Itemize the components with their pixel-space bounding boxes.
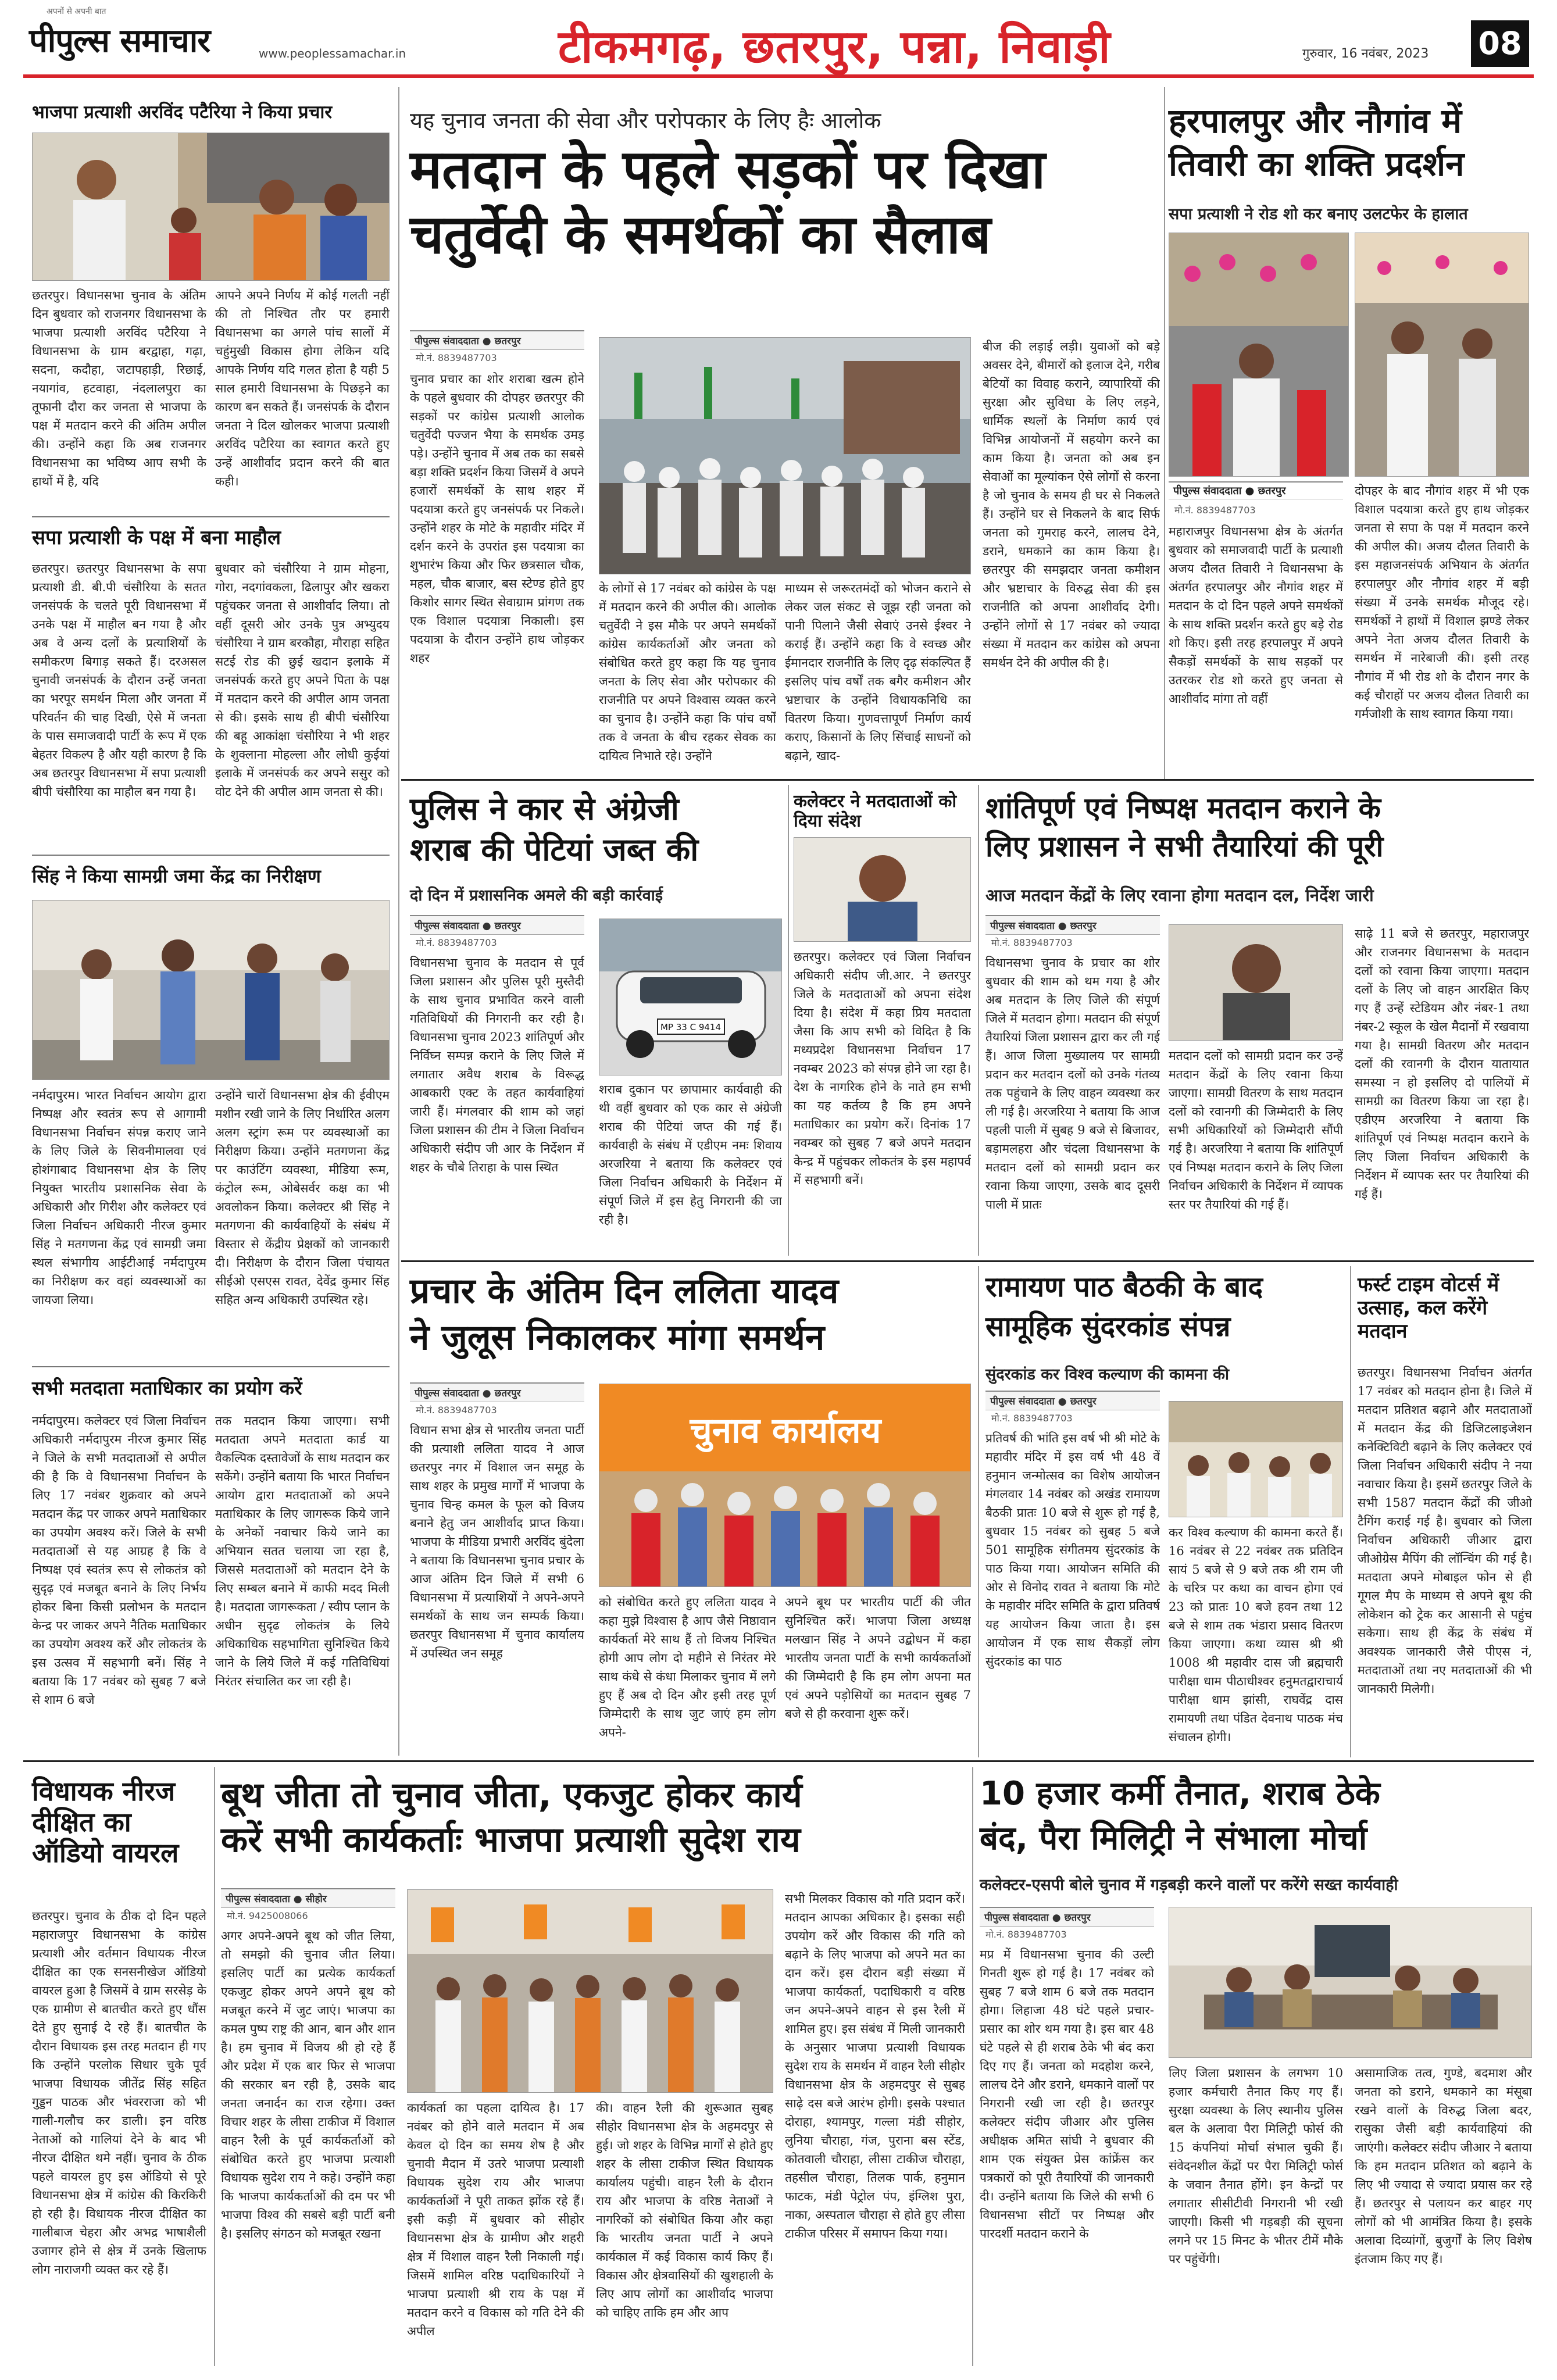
- s1-divider: [32, 516, 390, 517]
- lalita-rule: [978, 1266, 979, 1757]
- police-subhead: दो दिन में प्रशासनिक अमले की बड़ी कार्रवाई: [410, 887, 663, 905]
- s4-body-col1: नर्मदापुरम। कलेक्टर एवं जिला निर्वाचन अधिकारी नर्मदापुरम नीरज कुमार सिंह ने जिले के सभी मतदाताओं से अपील की है कि वे विधानसभा निर्वाचन के लिए 17 नवंबर शुक्रवार को अपने मतदान केंद्र पर जाकर अपने मताधिकार का उपयोग अवश्य करें। जिले के सभी मतदाताओं से यह आग्रह है कि वे निष्पक्ष एवं स्वतंत्र रूप से लोकतंत्र को सुदृढ़ एवं मजबूत बनाने के लिए निर्भय होकर बिना किसी प्रलोभन के मतदान केन्द्र पर जाकर अपने नैतिक मताधिकार का उपयोग अवश्य करें और लोकतंत्र के इस उत्सव में सहभागी बनें। सिंह ने बताया कि 17 नवंबर को सुबह 7 बजे से शाम 6 बजे: [32, 1414, 206, 1707]
- lead-kicker: यह चुनाव जनता की सेवा और परोपकार के लिए हैः आलोक: [410, 108, 881, 133]
- lalita-body-col3: अपने बूथ पर भारतीय पार्टी की जीत सुनिश्चित करें। भाजपा जिला अध्यक्ष मलखान सिंह ने अपने उद्बोधन में कहा भारतीय जनता पार्टी के सभी कार्यकर्ताओं की जिम्मेदारी है कि हम लोग अपना मत एवं अपने पड़ोसियों का मतदान सुबह 7 बजे से ही करवाना शुरू करें।: [785, 1595, 971, 1721]
- army-body-col1: मप्र में विधानसभा चुनाव की उल्टी गिनती शुरू हो गई है। 17 नवंबर को सुबह 7 बजे शाम 6 बजे तक मतदान होगा। लिहाजा 48 घंटे पहले प्रचार-प्रसार का शोर थम गया है। इस बार 48 घंटे पहले से ही शराब ठेके भी बंद करा दिए गए हैं। जनता को मदहोश करने, लालच देने और डराने, धमकाने वालों पर निगरानी रखी जा रही है। छतरपुर कलेक्टर संदीप जीआर और पुलिस अधीक्षक अमित सांघी ने बुधवार की शाम एक संयुक्त प्रेस कांफ्रेंस कर पत्रकारों को पूरी तैयारियों की जानकारी दी। उन्होंने बताया कि जिले की सभी 6 विधानसभा सीटों पर निष्पक्ष और पारदर्शी मतदान कराने के: [980, 1947, 1154, 2240]
- booth-headline-1: बूथ जीता तो चुनाव जीता, एकजुट होकर कार्य: [221, 1775, 802, 1816]
- campaign-photo-image: [33, 133, 390, 281]
- peace-headline-2: लिए प्रशासन ने सभी तैयारियां की पूरी: [985, 830, 1384, 863]
- hp-headline-2: तिवारी का शक्ति प्रदर्शन: [1169, 144, 1465, 184]
- booth-body-col1: अगर अपने-अपने बूथ को जीत लिया, तो समझो की चुनाव जीत लिया। इसलिए पार्टी का प्रत्येक कार्यकर्ता एकजुट होकर अपने अपने बूथ को मजबूत करने में जुट जाएं। भाजपा का कमल पुष्प राष्ट्र की आन, बान और शान है। हम चुनाव में विजय श्री हो रहे हैं और प्रदेश में एक बार फिर से भाजपा की सरकार बन रही है, उसके बाद जनता जनार्दन का राज रहेगा। उक्त विचार शहर के लीसा टाकीज में विशाल वाहन रैली के पूर्व कार्यकर्ताओं को संबोधित करते हुए भाजपा प्रत्याशी विधायक सुदेश राय ने कहे। उन्होंने कहा कि भाजपा कार्यकर्ताओं की दम पर भी भाजपा विश्व की सबसे बड़ी पार्टी बनी है। इसलिए संगठन को मजबूत रखना: [221, 1929, 395, 2240]
- s1-headline: भाजपा प्रत्याशी अरविंद पटैरिया ने किया प्रचार: [32, 102, 333, 123]
- booth-rule: [972, 1767, 973, 2366]
- ramayan-subhead: सुंदरकांड कर विश्व कल्याण की कामना की: [985, 1366, 1230, 1384]
- army-photo: [1169, 1907, 1532, 2058]
- ramayan-mobile: मो.नं. 8839487703: [991, 1413, 1073, 1424]
- vehicle-rally-photo-image: [408, 1890, 773, 2093]
- s3-photo: [32, 900, 390, 1080]
- s3-headline: सिंह ने किया सामग्री जमा केंद्र का निरीक्षण: [32, 865, 321, 887]
- police-headline-2: शराब की पेटियां जब्त की: [410, 831, 699, 868]
- firsttime-headline: फर्स्ट टाइम वोटर्स में उत्साह, कल करेंगे मतदान: [1358, 1273, 1499, 1343]
- army-subhead: कलेक्टर-एसपी बोले चुनाव में गड़बड़ी करने वालों पर करेंगे सख्त कार्यवाही: [980, 1876, 1398, 1894]
- website-url: www.peoplessamachar.in: [259, 47, 406, 60]
- lalita-body-col1: विधान सभा क्षेत्र से भारतीय जनता पार्टी की प्रत्याशी ललिता यादव ने आज छतरपुर नगर में विशाल जन समूह के साथ शहर के प्रमुख मार्गों में भाजपा के चुनाव चिन्ह कमल के फूल को विजय बनाने हेतु जन आशीर्वाद प्राप्त किया। भाजपा के मीडिया प्रभारी अरविंद बुंदेला ने बताया कि विधानसभा चुनाव प्रचार के आज अंतिम दिन जिले में सभी 6 विधानसभा में प्रत्याशियों ने अपने-अपने समर्थकों के साथ जन सम्पर्क किया। छतरपुर विधानसभा में चुनाव कार्यालय में उपस्थित जन समूह: [410, 1423, 584, 1660]
- lead-byline: पीपुल्स संवाददाता ● छतरपुर: [410, 330, 584, 350]
- police-headline-1: पुलिस ने कार से अंग्रेजी: [410, 791, 679, 827]
- lalita-photo: [599, 1384, 971, 1587]
- hp-photo-1: [1169, 233, 1349, 477]
- army-headline-1: 10 हजार कर्मी तैनात, शराब ठेके: [980, 1775, 1380, 1813]
- official-portrait-image: [1169, 925, 1343, 1041]
- ramayan-rule: [1350, 1266, 1351, 1757]
- brand-tagline: अपनों से अपनी बात: [47, 7, 106, 16]
- booth-body-col2: कार्यकर्ता का पहला दायित्व है। 17 नवंबर को होने वाले मतदान में अब केवल दो दिन का समय शेष है और चुनावी मैदान में उतरे भाजपा प्रत्याशी विधायक सुदेश राय और भाजपा कार्यकर्ताओं ने पूरी ताकत झोंक रहे हैं। इसी कड़ी में बुधवार को सीहोर विधानसभा क्षेत्र के ग्रामीण और शहरी क्षेत्र में विशाल वाहन रैली निकाली गई। जिसमें शामिल वरिष्ठ पदाधिकारियों ने भाजपा प्रत्याशी श्री राय के पक्ष में मतदान करने व विकास को गति देने की अपील: [407, 2101, 584, 2338]
- booth-byline: पीपुल्स संवाददाता ● सीहोर: [221, 1888, 395, 1908]
- peace-headline-1: शांतिपूर्ण एवं निष्पक्ष मतदान कराने के: [985, 791, 1381, 825]
- army-mobile: मो.नं. 8839487703: [985, 1929, 1067, 1940]
- s1-photo: [32, 133, 390, 281]
- car-photo-image: [599, 919, 782, 1075]
- police-byline: पीपुल्स संवाददाता ● छतरपुर: [410, 915, 584, 935]
- left-col-rule: [398, 87, 399, 1756]
- sundarkand-photo-image: [1169, 1402, 1343, 1517]
- booth-photo: [407, 1889, 773, 2093]
- peace-subhead: आज मतदान केंद्रों के लिए रवाना होगा मतदान दल, निर्देश जारी: [985, 885, 1374, 905]
- police-body-col2: शराब दुकान पर छापामार कार्यवाही की थी वहीं बुधवार को एक कार से अंग्रेजी शराब की पेटियां जप्त की गई हैं। कार्यवाही के संबंध में एडीएम नमः शिवाय अरजरिया ने बताया कि कलेक्टर एवं जिला निर्वाचन अधिकारी के निर्देशन में संपूर्ण जिले में इस हेतु निगरानी की जा रही है।: [599, 1082, 782, 1227]
- ramayan-body-col1: प्रतिवर्ष की भांति इस वर्ष भी श्री मोटे के महावीर मंदिर में इस वर्ष भी 48 वें हनुमान जन्मोत्सव का विशेष आयोजन मंगलवार 14 नवंबर को अखंड रामायण बैठकी प्रातः 10 बजे से शुरू हो गई है, बुधवार 15 नवंबर को सुबह 5 बजे 501 सामूहिक संगीतमय सुंदरकांड के पाठ किया गया। आयोजन समिति की ओर से विनोद रावत ने बताया कि मोटे के महावीर मंदिर समिति के द्वारा प्रतिवर्ष यह आयोजन किया जाता है। इस आयोजन में एक साथ सैकड़ों लोग सुंदरकांड का पाठ: [985, 1431, 1160, 1668]
- booth-headline-2: करें सभी कार्यकर्ताः भाजपा प्रत्याशी सुदेश राय: [221, 1820, 801, 1860]
- firsttime-body: छतरपुर। विधानसभा निर्वाचन अंतर्गत 17 नवंबर को मतदान होना है। जिले में मतदान प्रतिशत बढ़ाने और मतदाताओं में मतदान केंद्र की डिजिटलाइजेशन कनेक्टिविटी बढ़ाने के लिए कलेक्टर एवं जिला निर्वाचन अधिकारी संदीप ने नया नवाचार किया है। इसमें छतरपुर जिले के सभी 1587 मतदान केंद्रों की जीओ टैगिंग कराई गई है। बुधवार को जिला निर्वाचन अधिकारी जीआर द्वारा जीओग्रेस मैपिंग की लॉन्चिंग की गई है। मतदाता अपने मोबाइल फोन से ही गूगल मैप के माध्यम से अपने बूथ की लोकेशन को ट्रेक कर आसानी से पहुंच सकेगा। साथ ही केंद्र के संबंध में अवश्यक जानकारी जैसे पीएस नं, मतदाताओं तथा नए मतदाताओं की भी जानकारी मिलेगी।: [1358, 1366, 1532, 1696]
- s1-body-col1: छतरपुर। विधानसभा चुनाव के अंतिम दिन बुधवार को राजनगर विधानसभा के भाजपा प्रत्याशी अरविंद पटैरिया ने विधानसभा के ग्राम बरद्वाहा, गढ़ा, सदना, कदौहा, जटापहाड़ी, रिछाई, नयागांव, हटवाहा, नंदलालपुरा का तूफानी दौरा कर जनता से भाजपा के पक्ष में मतदान करने की अंतिम अपील की। उन्होंने कहा कि अब राजनगर विधानसभा का भविष्य आप सभी के हाथों में है, यदि: [32, 288, 206, 488]
- region-title: टीकमगढ़, छतरपुर, पन्ना, निवाड़ी: [558, 21, 1111, 73]
- lead-right-rule: [1164, 87, 1165, 779]
- s4-divider: [23, 1760, 1534, 1762]
- peace-body-col1: विधानसभा चुनाव के प्रचार का शोर बुधवार की शाम को थम गया है और अब मतदान के लिए जिले की संपूर्ण जिले में मतदान होगा। मतदान की संपूर्ण तैयारियां जिला प्रशासन द्वारा कर ली गई हैं। आज जिला मुख्यालय पर सामग्री प्रदान कर मतदान दलों को उनके गंतव्य तक पहुंचाने के लिए वाहन व्यवस्था कर ली गई है। अरजरिया ने बताया कि आज पहली पाली में सुबह 9 बजे से बिजावर, बड़ामलहरा और चंदला विधानसभा के मतदान दलों को सामग्री प्रदान कर रवाना किया जाएगा, उसके बाद दूसरी पाली में प्रातः: [985, 956, 1160, 1212]
- lalita-byline: पीपुल्स संवाददाता ● छतरपुर: [410, 1382, 584, 1402]
- lead-photo: [599, 337, 971, 574]
- collector-portrait-image: [794, 838, 971, 942]
- police-mobile: मो.नं. 8839487703: [416, 937, 497, 948]
- s1-body-col2: आपने अपने निर्णय में कोई गलती नहीं की तो निश्चित तौर पर हमारी विधानसभा का अगले पांच सालों में चहुंमुखी विकास होगा लेकिन यदि आपके निर्णय यदि गलत होता है यही 5 साल हमारी विधानसभा के पिछड़ने का कारण बन सकते हैं। जनसंपर्क के दौरान जनता ने दिल खोलकर भाजपा प्रत्याशी अरविंद पटैरिया का स्वागत करते हुए उन्हें आशीर्वाद प्रदान करने की बात कही।: [215, 288, 390, 488]
- collector-rule: [978, 785, 979, 1256]
- lalita-headline-1: प्रचार के अंतिम दिन ललिता यादव: [410, 1271, 839, 1311]
- hp-byline: पीपुल्स संवाददाता ● छतरपुर: [1169, 481, 1343, 499]
- roadshow-photo-2-image: [1355, 233, 1529, 477]
- s3-divider: [32, 1366, 390, 1367]
- election-office-photo-image: [599, 1384, 971, 1587]
- ramayan-photo: [1169, 1401, 1343, 1517]
- booth-mobile: मो.नं. 9425008066: [227, 1910, 308, 1921]
- s5-headline: विधायक नीरज दीक्षित का ऑडियो वायरल: [32, 1775, 179, 1868]
- lalita-mobile: मो.नं. 8839487703: [416, 1405, 497, 1416]
- peace-body-col2: मतदान दलों को सामग्री प्रदान कर उन्हें मतदान केंद्रों के लिए रवाना किया जाएगा। सामग्री वितरण के साथ मतदान दलों को रवानगी की जिम्मेदारी के लिए सभी अधिकारियों को जिम्मेदारी सौंपी गई है। अरजरिया ने बताया कि शांतिपूर्ण एवं निष्पक्ष मतदान कराने के लिए जिला निर्वाचन अधिकारी के निर्देशन में व्यापक स्तर पर तैयारियां की गई हैं।: [1169, 1049, 1343, 1212]
- police-rule: [788, 785, 789, 1256]
- lead-divider: [401, 779, 1534, 781]
- hp-photo-2: [1355, 233, 1529, 477]
- lead-headline-2: चतुर्वेदी के समर्थकों का सैलाब: [410, 203, 991, 266]
- hp-headline-1: हरपालपुर और नौगांव में: [1169, 101, 1462, 141]
- peace-mobile: मो.नं. 8839487703: [991, 937, 1073, 948]
- ramayan-headline-2: सामूहिक सुंदरकांड संपन्न: [985, 1310, 1231, 1343]
- s2-body-col1: छतरपुर। छतरपुर विधानसभा के सपा प्रत्याशी डी. बी.पी चंसौरिया के सतत जनसंपर्क के चलते पूरी विधानसभा में उनके पक्ष में माहौल बन गया है और अब वे अन्य दलों के प्रत्याशियों के समीकरण बिगाड़ सकते हैं। दरअसल चुनावी जनसंपर्क के दौरान उन्हें जनता का भरपूर समर्थन मिला और जनता में परिवर्तन की चाह दिखी, ऐसे में जनता के पास समाजवादी पार्टी के रूप में एक बेहतर विकल्प है और यही कारण है कि अब छतरपुर विधानसभा में सपा प्रत्याशी बीपी चंसौरिया का माहौल बन गया है।: [32, 562, 206, 799]
- lalita-body-col2: को संबोधित करते हुए ललिता यादव ने कहा मुझे विश्वास है आप जैसे निष्ठावान कार्यकर्ता मेरे साथ हैं तो विजय निश्चित होगी आप लोग दो महीने से निरंतर मेरे साथ कंधे से कंधा मिलाकर चुनाव में लगे हुए हैं अब दो दिन और इसी तरह पूर्ण जिम्मेदारी के साथ जुट जाएं हम लोग अपने-: [599, 1595, 776, 1739]
- issue-date: गुरुवार, 16 नवंबर, 2023: [1302, 47, 1429, 61]
- s3-body-col1: नर्मदापुरम। भारत निर्वाचन आयोग द्वारा निष्पक्ष और स्वतंत्र रूप से आगामी विधानसभा निर्वाचन संपन्न कराए जाने के लिए जिले के सिवनीमालवा एवं होशंगाबाद विधानसभा क्षेत्र के लिए नियुक्त भारतीय प्रशासनिक सेवा के अधिकारी और गिरीश और कलेक्टर एवं जिला निर्वाचन अधिकारी नीरज कुमार सिंह ने मतगणना केंद्र एवं सामग्री जमा स्थल संभागीय आईटीआई नर्मदापुरम का निरीक्षण कर वहां व्यवस्थाओं का जायजा लिया।: [32, 1088, 206, 1307]
- masthead: [0, 0, 1557, 76]
- rally-photo-image: [599, 338, 971, 574]
- mid-divider: [401, 1260, 1534, 1262]
- s2-divider: [32, 855, 390, 856]
- inspection-photo-image: [33, 900, 390, 1080]
- booth-body-col3: की। वाहन रैली की शुरूआत सुबह सीहोर विधानसभा क्षेत्र के अहमदपुर से हुई। जो शहर के विभिन्न मार्गों से होते हुए शहर के लीसा टाकीज स्थित विधायक कार्यालय पहुंची। वाहन रैली के दौरान राय और भाजपा के वरिष्ठ नेताओं ने नागरिकों को संबोधित किया और कहा कि भारतीय जनता पार्टी ने अपने कार्यकाल में कई विकास कार्य किए हैं। विकास और क्षेत्रवासियों की खुशहाली के लिए आप लोगों का आशीर्वाद भाजपा को चाहिए ताकि हम और आप: [596, 2101, 773, 2320]
- hp-subhead: सपा प्रत्याशी ने रोड शो कर बनाए उलटफेर के हालात: [1169, 205, 1468, 223]
- army-body-col3: असामाजिक तत्व, गुण्डे, बदमाश और जनता को डराने, धमकाने का मंसूबा रखने वालों के विरुद्ध जिला बदर, रासुका जैसी बड़ी कार्यवाहियां की जाएंगी। कलेक्टर संदीप जीआर ने बताया कि हम मतदान प्रतिशत को बढ़ाने के लिए भी ज्यादा से ज्यादा प्रयास कर रहे हैं। छतरपुर से पलायन कर बाहर गए लोगों को भी आमंत्रित किया है। इसके अलावा दिव्यांगों, बुजुर्गों के लिए विशेष इंतजाम किए गए हैं।: [1355, 2066, 1532, 2266]
- brand-logo: पीपुल्स समाचार: [29, 22, 210, 60]
- lead-body-col1: चुनाव प्रचार का शोर शराबा खत्म होने के पहले बुधवार की दोपहर छतरपुर की सड़कों पर कांग्रेस प्रत्याशी आलोक चतुर्वेदी पज्जन भैया के समर्थक उमड़ पड़े। उन्होंने चुनाव में अब तक का सबसे बड़ा शक्ति प्रदर्शन किया जिसमें वे अपने हजारों समर्थकों के साथ शहर में पदयात्रा करते हुए जनसंपर्क पर निकले। उन्होंने शहर के मोटे के महावीर मंदिर में दर्शन करने के उपरांत इस पदयात्रा का शुभारंभ किया और फिर छत्रसाल चौक, महल, चौक बाजार, बस स्टेण्ड होते हुए किशोर सागर स्थित सेवाग्राम प्रांगण तक एक विशाल पदयात्रा निकाली। इस पदयात्रा के दौरान उन्होंने हाथ जोड़कर शहर: [410, 372, 584, 665]
- s5-body: छतरपुर। चुनाव के ठीक दो दिन पहले महाराजपुर विधानसभा के कांग्रेस प्रत्याशी और वर्तमान विधायक नीरज दीक्षित का एक सनसनीखेज ऑडियो वायरल हुआ है जिसमें वे ग्राम सरसेड़ के एक ग्रामीण से बातचीत करते हुए धौंस देते हुए सुनाई दे रहे हैं। बातचीत के दौरान विधायक इस तरह मतदान ही गए कि उन्होंने परलोक सिधार चुके पूर्व भाजपा विधायक जीतेंद्र सिंह सहित गुड्डन पाठक और भंवरराजा को भी गाली-गलौच कर डाली। इन वरिष्ठ नेताओं को गालियां देने के बाद भी नीरज दीक्षित थमे नहीं। चुनाव के ठीक पहले वायरल हुए इस ऑडियो से पूरे विधानसभा क्षेत्र में कांग्रेस की किरकिरी हो रही है। विधायक नीरज दीक्षित का गालीबाज चेहरा और अभद्र भाषाशैली उजागर होने से क्षेत्र में उनके खिलाफ लोग नाराजगी व्यक्त कर रहे हैं।: [32, 1909, 206, 2277]
- masthead-rule: [23, 74, 1534, 78]
- lalita-headline-2: ने जुलूस निकालकर मांगा समर्थन: [410, 1317, 825, 1358]
- hp-body-col1: महाराजपुर विधानसभा क्षेत्र के अंतर्गत बुधवार को समाजवादी पार्टी के प्रत्याशी अजय दौलत तिवारी ने विधानसभा के अंतर्गत हरपालपुर और नौगांव शहर में मतदान के दो दिन पहले अपने समर्थकों के साथ शक्ति प्रदर्शन करते हुए बड़े रोड शो किए। इसी तरह हरपालपुर में अपने सैकड़ों समर्थकों के साथ सड़कों पर उतरकर रोड शो करते हुए जनता से आशीर्वाद मांगा तो वहीं: [1169, 524, 1343, 706]
- police-photo: [599, 919, 782, 1075]
- press-conference-photo-image: [1169, 1907, 1532, 2058]
- hp-body-col2: दोपहर के बाद नौगांव शहर में भी एक विशाल पदयात्रा करते हुए हाथ जोड़कर जनता से सपा के पक्ष में मतदान करने की अपील की। अजय दौलत तिवारी के इस महाजनसंपर्क अभियान के अंतर्गत हरपालपुर और नौगांव शहर में बड़ी संख्या में उनके समर्थक मौजूद रहे। समर्थकों ने हाथों में विशाल झण्डे लेकर अपने नेता अजय दौलत तिवारी के समर्थन में नारेबाजी की। इसी तरह नौगांव में भी रोड शो के दौरान नगर के कई चौराहों पर अजय दौलत तिवारी का गर्मजोशी के साथ स्वागत किया गया।: [1355, 484, 1529, 721]
- ramayan-byline: पीपुल्स संवाददाता ● छतरपुर: [985, 1391, 1160, 1410]
- army-byline: पीपुल्स संवाददाता ● छतरपुर: [980, 1907, 1154, 1927]
- s4-headline: सभी मतदाता मताधिकार का प्रयोग करें: [32, 1377, 302, 1399]
- lead-body-col2: के लोगों से 17 नवंबर को कांग्रेस के पक्ष में मतदान करने की अपील की। आलोक चतुर्वेदी ने इस मौके पर अपने समर्थकों कांग्रेस कार्यकर्ताओं और जनता को संबोधित करते हुए कहा कि यह चुनाव जनता के लिए सेवा और परोपकार की राजनीति पर अपने विश्वास व्यक्त करने का चुनाव है। उन्होंने कहा कि पांच वर्षों तक वे जनता के बीच रहकर सेवक का दायित्व निभाते रहे। उन्होंने: [599, 581, 776, 763]
- army-headline-2: बंद, पैरा मिलिट्री ने संभाला मोर्चा: [980, 1820, 1367, 1857]
- police-body-col1: विधानसभा चुनाव के मतदान से पूर्व जिला प्रशासन और पुलिस पूरी मुस्तैदी के साथ चुनाव प्रभावित करने वाली गतिविधियों की निगरानी कर रही है। विधानसभा चुनाव 2023 शांतिपूर्ण और निर्विघ्न सम्पन्न कराने के लिए जिले में लगातार अवैध शराब के विरूद्ध आबकारी एक्ट के तहत कार्यवाहियां जारी हैं। मंगलवार की शाम को जहां जिला प्रशासन की टीम ने जिला निर्वाचन अधिकारी संदीप जी आर के निर्देशन में शहर के चौबे तिराहा के पास स्थित: [410, 956, 584, 1174]
- booth-body-col4: सभी मिलकर विकास को गति प्रदान करें। मतदान आपका अधिकार है। इसका सही उपयोग करें और विकास की गति को बढ़ाने के लिए भाजपा को अपने मत का दान करें। इस दौरान बड़ी संख्या में भाजपा कार्यकर्ता, पदाधिकारी व वरिष्ठ जन अपने-अपने वाहन से इस रैली में शामिल हुए। इस संबंध में मिली जानकारी के अनुसार भाजपा प्रत्याशी विधायक सुदेश राय के समर्थन में वाहन रैली सीहोर विधानसभा क्षेत्र के अहमदपुर से सुबह साढ़े दस बजे आरंभ होगी। इसके पश्चात दोराहा, श्यामपुर, गल्ला मंडी सीहोर, लुनिया चौराहा, गंज, पुराना बस स्टेंड, कोतवाली चौराहा, लीसा टाकीज चौराहा, तहसील चौराहा, तिलक पार्क, हनुमान फाटक, मंडी पेट्रोल पंप, इंग्लिश पुरा, नाका, अस्पताल चौराहा से होते हुए लीसा टाकीज परिसर में समापन किया गया।: [785, 1892, 965, 2240]
- hp-mobile: मो.नं. 8839487703: [1174, 505, 1256, 516]
- peace-photo: [1169, 924, 1343, 1041]
- lead-headline-1: मतदान के पहले सड़कों पर दिखा: [410, 138, 1046, 201]
- s2-headline: सपा प्रत्याशी के पक्ष में बना माहौल: [32, 526, 281, 549]
- s4-body-col2: तक मतदान किया जाएगा। सभी मतदाता अपने मतदाता कार्ड या वैकल्पिक दस्तावेजों के साथ मतदान कर सकेंगे। उन्होंने बताया कि भारत निर्वाचन आयोग द्वारा मतदाताओं को अपने मताधिकार के लिए जागरूक किये जाने के अनेकों नवाचार किये जाने का अभियान सतत चलाया जा रहा है, जिससे मतदाताओं को मतदान देने के लिए सम्बल बनाने में काफी मदद मिली है। मतदाता जागरूकता / स्वीप प्लान के अधीन सुदृढ लोकतंत्र के लिये अधिकाधिक सहभागिता सुनिश्चित किये जाने के लिये जिले में कई गतिविधियां निरंतर संचालित कर जा रही है।: [215, 1414, 390, 1688]
- lead-body-col3: माध्यम से जरूरतमंदों को भोजन कराने से लेकर जल संकट से जूझ रही जनता को पानी पिलाने जैसी सेवाएं उनसे ईश्वर ने कराई हैं। उन्होंने कहा कि वे स्वच्छ और ईमानदार राजनीति के लिए दृढ़ संकल्पित हैं इसलिए पांच वर्षों तक बगैर कमीशन और भ्रष्टाचार के उन्होंने विधायकनिधि का वितरण किया। गुणवत्तापूर्ण निर्माण कार्य कराए, किसानों के लिए सिंचाई साधनों को बढ़ाने, खाद-: [785, 581, 971, 763]
- s5-rule: [214, 1767, 215, 2366]
- collector-headline: कलेक्टर ने मतदाताओं को दिया संदेश: [794, 791, 957, 831]
- s2-body-col2: बुधवार को चंसौरिया ने ग्राम मोहना, गोरा, नदगांवकला, ढिलापुर और खकरा पहुंचकर जनता से आशीर्वाद लिया। तो वहीं दूसरी ओर उनके पुत्र अभ्युदय चंसौरिया ने ग्राम बरकौहा, मौराहा सहित सटई रोड की छुई खदान इलाके में जनसंपर्क करते हुए अपने पिता के पक्ष में मतदान करने की अपील आम जनता से की। इसके साथ ही बीपी चंसौरिया की बहू आकांक्षा चंसौरिया ने भी शहर के शुक्लाना मोहल्ला और लोधी कुईयां इलाके में जनसंपर्क कर अपने ससुर को वोट देने की अपील आम जनता से की।: [215, 562, 390, 799]
- number-plate: MP 33 C 9414: [660, 1022, 722, 1032]
- ramayan-body-col2: कर विश्व कल्याण की कामना करते हैं। 16 नवंबर से 22 नवंबर तक प्रतिदिन सायं 5 बजे से 9 बजे तक श्री राम जी के चरित्र पर कथा का वाचन होगा एवं 23 को प्रातः 10 बजे हवन तथा 12 बजे से शाम तक भंडारा प्रसाद वितरण किया जाएगा। कथा व्यास श्री श्री 1008 श्री महावीर दास जी ब्रह्मचारी पारीक्षा धाम पीठाधीश्वर हनुमतद्वाराचार्य पारीक्षा धाम झांसी, राघवेंद्र दास रामायणी तथा पंडित देवनाथ पाठक मंच संचालन होगी।: [1169, 1525, 1343, 1744]
- s3-body-col2: उन्होंने चारों विधानसभा क्षेत्र की ईवीएम मशीन रखी जाने के लिए निर्धारित अलग अलग स्ट्रांग रूम पर व्यवस्थाओं का निरीक्षण किया। उन्होंने मतगणना केंद्र पर काउंटिंग व्यवस्था, मीडिया रूम, कंट्रोल रूम, ओबेसर्वर कक्ष का भी अवलोकन किया। कलेक्टर श्री सिंह ने मतगणना की कार्यवाहियों के संबंध में विस्तार से केंद्रीय प्रेक्षकों को जानकारी दी। निरीक्षण के दौरान जिला पंचायत सीईओ एसएस रावत, देवेंद्र कुमार सिंह सहित अन्य अधिकारी उपस्थित रहे।: [215, 1088, 390, 1307]
- peace-body-col3: साढ़े 11 बजे से छतरपुर, महाराजपुर और राजनगर विधानसभा के मतदान दलों को रवाना किया जाएगा। मतदान दलों के लिए जो वाहन आरक्षित किए गए हैं उन्हें स्टेडियम और नंबर-1 तथा नंबर-2 स्कूल के खेल मैदानों में रखवाया गया है। सामग्री वितरण और मतदान दलों की रवानगी के दौरान यातायात समस्या न हो इसलिए दो पालियों में सामग्री का वितरण किया जा रहा है। एडीएम अरजरिया ने बताया कि शांतिपूर्ण एवं निष्पक्ष मतदान कराने के लिए जिला निर्वाचन अधिकारी के निर्देशन में व्यापक स्तर पर तैयारियां की गई हैं।: [1355, 927, 1529, 1201]
- collector-body: छतरपुर। कलेक्टर एवं जिला निर्वाचन अधिकारी संदीप जी.आर. ने छतरपुर जिले के मतदाताओं को अपना संदेश दिया है। संदेश में कहा प्रिय मतदाता जैसा कि आप सभी को विदित है कि मध्यप्रदेश विधानसभा निर्वाचन 17 नवम्बर 2023 को संपन्न होने जा रहा है। देश के नागरिक होने के नाते हम सभी का यह कर्तव्य है कि हम अपने मताधिकार का प्रयोग करें। दिनांक 17 नवम्बर को सुबह 7 बजे अपने मतदान केन्द्र में पहुंचकर लोकतंत्र के इस महापर्व में सहभागी बनें।: [794, 950, 971, 1187]
- peace-byline: पीपुल्स संवाददाता ● छतरपुर: [985, 915, 1160, 935]
- page-number: 08: [1471, 20, 1529, 67]
- roadshow-photo-image: [1169, 233, 1349, 477]
- office-banner-text: चुनाव कार्यालय: [690, 1410, 881, 1451]
- lead-mobile: मो.नं. 8839487703: [416, 352, 497, 363]
- lead-body-col4: बीज की लड़ाई लड़ी। युवाओं को बड़े अवसर देने, बीमारों को इलाज देने, गरीब बेटियों का विवाह कराने, व्यापारियों की सुरक्षा और सुविधा के लिए लड़ने, धार्मिक स्थलों के निर्माण कार्य एवं विभिन्न आयोजनों में सहयोग करने का काम किया है। जनता को अब इन सेवाओं का मूल्यांकन ऐसे लोगों से करना है जो चुनाव के समय ही घर से निकलते हैं। उन्होंने घर से निकलने के बाद सिर्फ जनता को गुमराह करने, लालच देने, डराने, धमकाने का काम किया है। छतरपुर की समझदार जनता कमीशन और भ्रष्टाचार के विरुद्ध सेवा की इस राजनीति को अपना आशीर्वाद देगी। उन्होंने लोगों से 17 नवंबर को ज्यादा संख्या में मतदान कर कांग्रेस को अपना समर्थन देने की अपील की है।: [983, 340, 1160, 670]
- ramayan-headline-1: रामायण पाठ बैठकी के बाद: [985, 1271, 1263, 1303]
- army-body-col2: लिए जिला प्रशासन के लगभग 10 हजार कर्मचारी तैनात किए गए हैं। सुरक्षा व्यवस्था के लिए स्थानीय पुलिस बल के अलावा पैरा मिलिट्री फोर्स की 15 कंपनियां मोर्चा संभाल चुकी हैं। संवेदनशील केंद्रों पर पैरा मिलिट्री फोर्स के जवान तैनात होंगे। इन केन्द्रों पर लगातार सीसीटीवी निगरानी भी रखी जाएगी। किसी भी गड़बड़ी की सूचना लगने पर 15 मिनट के भीतर टीमें मौके पर पहुंचेंगी।: [1169, 2066, 1343, 2266]
- collector-photo: [794, 837, 971, 942]
